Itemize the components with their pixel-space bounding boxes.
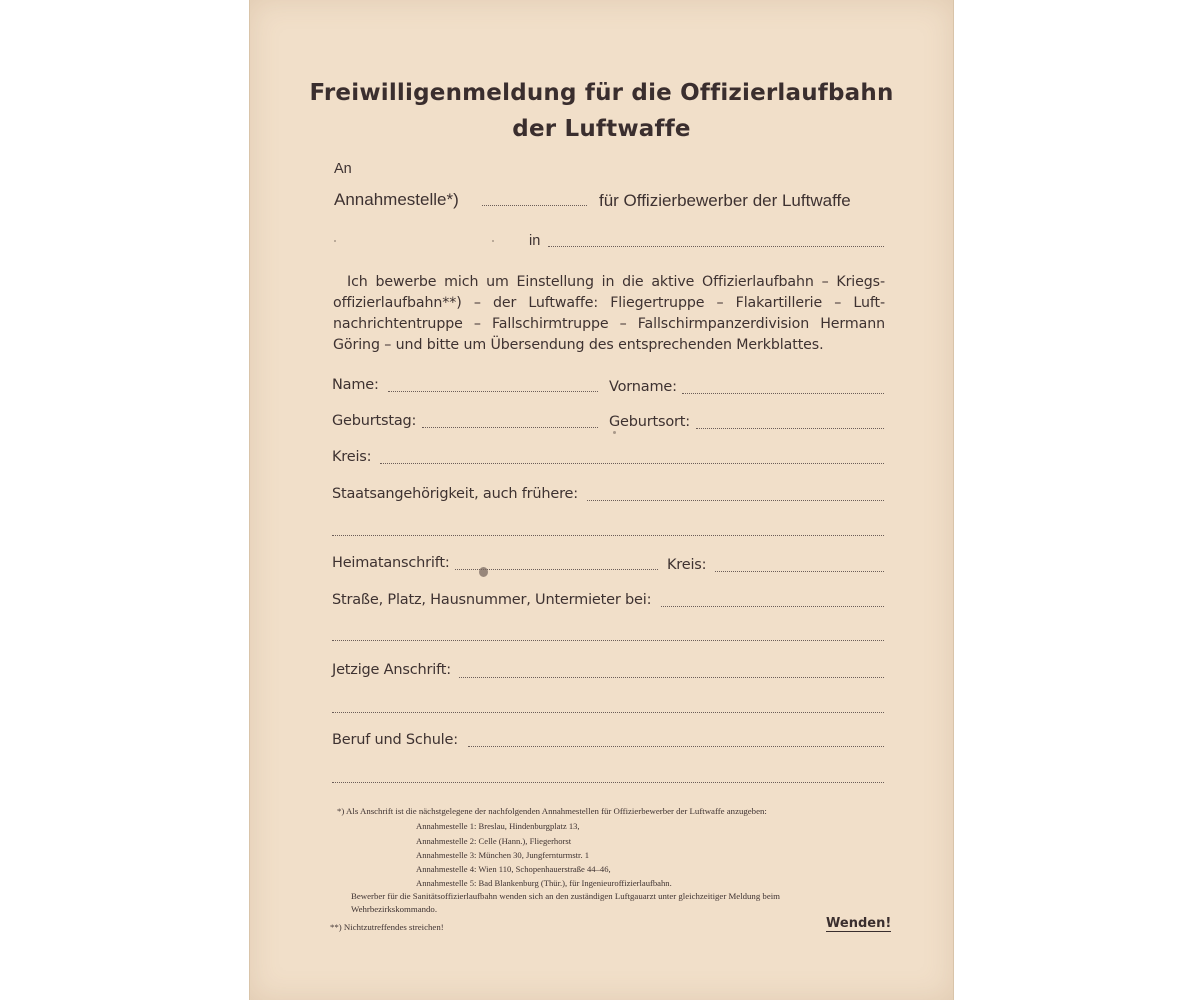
- strasse-field[interactable]: [661, 606, 884, 607]
- sanitaet-note-line2: Wehrbezirkskommando.: [351, 904, 438, 914]
- kreis-label: Kreis:: [332, 449, 372, 465]
- application-paragraph: [333, 272, 885, 356]
- name-field[interactable]: [388, 391, 598, 392]
- annahmestelle-label: Annahmestelle*): [334, 190, 459, 209]
- geburtsort-label: Geburtsort:: [609, 414, 690, 430]
- jetzige-anschrift-label: Jetzige Anschrift:: [332, 662, 451, 678]
- staatsangehoerigkeit-label: Staatsangehörigkeit, auch frühere:: [332, 486, 578, 502]
- heimatanschrift-label: Heimatanschrift:: [332, 555, 450, 571]
- paragraph-line: Göring – und bitte um Übersendung des entsprechenden Merkblattes.: [333, 337, 824, 353]
- jetzige-anschrift-field[interactable]: [459, 677, 884, 678]
- fuer-offizierbewerber-label: für Offizierbewerber der Luftwaffe: [599, 191, 851, 210]
- in-label: in: [529, 233, 541, 249]
- annahmestelle-entry: Annahmestelle 2: Celle (Hann.), Fliegerhorst: [416, 836, 572, 846]
- staatsangehoerigkeit-field-line2[interactable]: [332, 535, 884, 536]
- an-label: An: [334, 161, 352, 177]
- jetzige-anschrift-field-line2[interactable]: [332, 712, 884, 713]
- geburtstag-field[interactable]: [422, 427, 598, 428]
- paper-stain: [334, 240, 336, 242]
- annahmestelle-number-line[interactable]: [482, 205, 587, 206]
- sanitaet-note-line1: Bewerber für die Sanitätsoffizierlaufbahn wenden sich an den zuständigen Luftgauarzt unter gleichzeitiger Meldung beim: [351, 891, 781, 901]
- strasse-field-line2[interactable]: [332, 640, 884, 641]
- form-title-line1: Freiwilligenmeldung für die Offizierlaufbahn: [309, 80, 894, 106]
- kreis-field[interactable]: [380, 463, 884, 464]
- strasse-label: Straße, Platz, Hausnummer, Untermieter bei:: [332, 592, 652, 608]
- form-sheet: [249, 0, 954, 1000]
- heimat-kreis-field[interactable]: [715, 571, 884, 572]
- annahmestelle-entry: Annahmestelle 1: Breslau, Hindenburgplatz 13,: [416, 821, 580, 831]
- name-label: Name:: [332, 377, 379, 393]
- staatsangehoerigkeit-field[interactable]: [587, 500, 884, 501]
- geburtstag-label: Geburtstag:: [332, 413, 417, 429]
- paragraph-line: Ich bewerbe mich um Einstellung in die aktive Offizierlaufbahn – Kriegs-: [347, 274, 885, 290]
- footnote-star2: **) Nichtzutreffendes streichen!: [330, 922, 444, 932]
- annahmestelle-entry: Annahmestelle 5: Bad Blankenburg (Thür.), für Ingenieuroffizierlaufbahn.: [416, 878, 672, 888]
- paragraph-line: offizierlaufbahn**) – der Luftwaffe: Fliegertruppe – Flakartillerie – Luft-: [333, 295, 885, 311]
- annahmestelle-entry: Annahmestelle 3: München 30, Jungfernturmstr. 1: [416, 850, 590, 860]
- beruf-schule-label: Beruf und Schule:: [332, 732, 458, 748]
- in-location-line[interactable]: [548, 246, 884, 247]
- vorname-field[interactable]: [682, 393, 884, 394]
- beruf-schule-field-line2[interactable]: [332, 782, 884, 783]
- paper-stain: [479, 567, 488, 577]
- form-title-line2: der Luftwaffe: [512, 116, 691, 142]
- annahmestelle-entry: Annahmestelle 4: Wien 110, Schopenhauerstraße 44–46,: [416, 864, 611, 874]
- geburtsort-field[interactable]: [696, 428, 884, 429]
- paper-stain: [613, 431, 616, 434]
- vorname-label: Vorname:: [609, 379, 677, 395]
- footnote-star1: *) Als Anschrift ist die nächstgelegene der nachfolgenden Annahmestellen für Offizierbewerber der Luftwaffe anzugeben:: [337, 806, 767, 816]
- wenden-note: Wenden!: [826, 916, 892, 931]
- heimat-kreis-label: Kreis:: [667, 557, 707, 573]
- paper-stain: [492, 240, 494, 242]
- paragraph-line: nachrichtentruppe – Fallschirmtruppe – Fallschirmpanzerdivision Hermann: [333, 316, 885, 332]
- beruf-schule-field[interactable]: [468, 746, 884, 747]
